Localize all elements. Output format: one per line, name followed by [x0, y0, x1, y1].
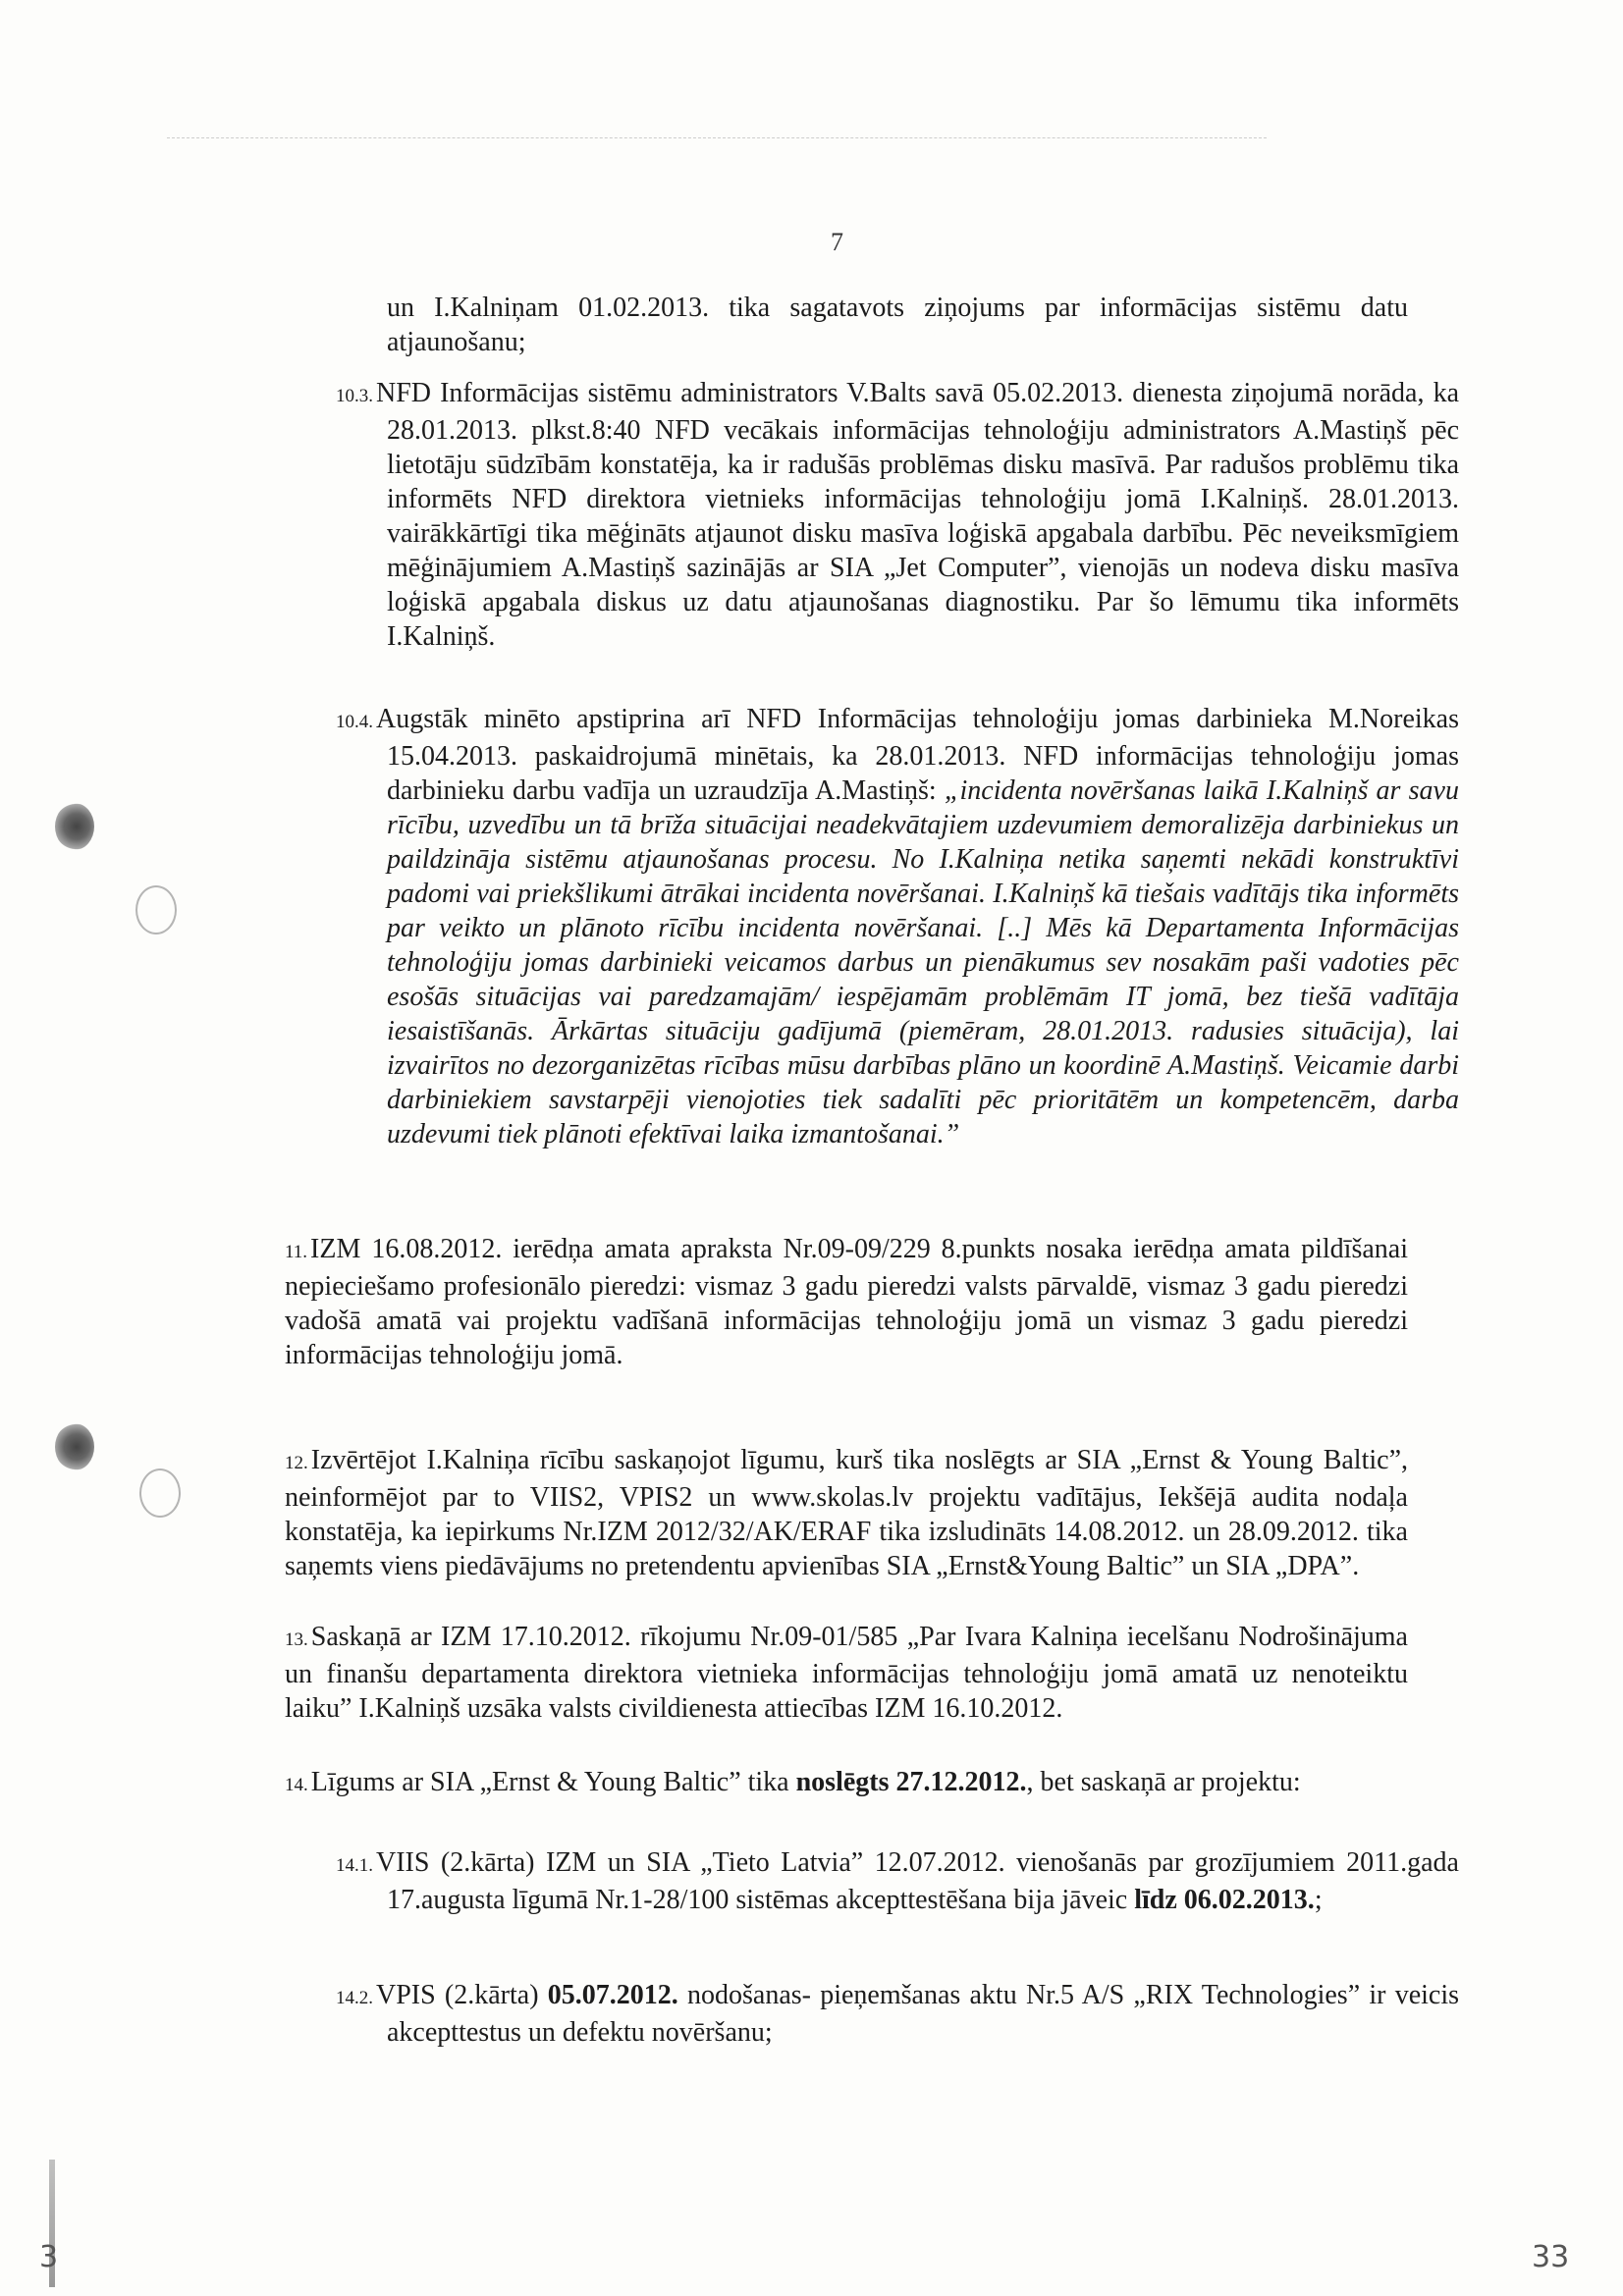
page-number: 7: [831, 228, 843, 256]
paragraph-text-segment: un I.Kalniņam 01.02.2013. tika sagatavots ziņojums par informācijas sistēmu datu atjaunošanu;: [387, 293, 1408, 357]
paragraph-12: [285, 1443, 1408, 1583]
paragraph-13: [285, 1620, 1408, 1726]
corner-mark-left: 3: [39, 2240, 59, 2274]
paragraph-text-segment: „incidenta novēršanas laikā I.Kalniņš ar savu rīcību, uzvedību un tā brīža situācijai neadekvātajiem uzdevumiem demoralizēja darbiniekus un paildzināja sistēmu atjaunošanas procesu. No I.Kalniņa netika saņemti nekādi konstruktīvi padomi vai priekšlikumi ātrākai incidenta novēršanai. I.Kalniņš kā tiešais vadītājs tika informēts par veikto un plānoto rīcību incidenta novēršanai. [..] Mēs kā Departamenta Informācijas tehnoloģiju jomas darbinieki veicamos darbus un pienākumus sev nosakām paši vadoties pēc esošās situācijas vai paredzamajām/ iespējamām problēmām IT jomā, bez tiešā vadītāja iesaistīšanās. Ārkārtas situāciju gadījumā (piemēram, 28.01.2013. radusies situācija), lai izvairītos no dezorganizētas rīcības mūsu darbības plāno un koordinē A.Mastiņš. Veicamie darbi darbiniekiem savstarpēji vienojoties tiek sadalīti pēc prioritātēm un kompetencēm, darba uzdevumi tiek plānoti efektīvai laika izmantošanai.”: [387, 775, 1459, 1149]
paragraph-10-3: [336, 376, 1459, 654]
punch-hole-dark-icon: [55, 1423, 94, 1470]
paragraph-14-2: [336, 1978, 1459, 2050]
paragraph-text-segment: VPIS (2.kārta): [376, 1980, 548, 2010]
paragraph-number: 14.2.: [336, 1988, 373, 2008]
paragraph-text-segment: līdz 06.02.2013.: [1134, 1885, 1315, 1915]
paragraph-number: 10.4.: [336, 712, 373, 732]
paragraph-14: [285, 1765, 1408, 1802]
paragraph-text-segment: NFD Informācijas sistēmu administrators V.Balts savā 05.02.2013. dienesta ziņojumā norāda, ka 28.01.2013. plkst.8:40 NFD vecākais informācijas tehnoloģiju administrators A.Mastiņš pēc lietotāju sūdzībām konstatēja, ka ir radušās problēmas disku masīvā. Par radušos problēmu tika informēts NFD direktora vietnieks informācijas tehnoloģiju jomā I.Kalniņš. 28.01.2013. vairākkārtīgi tika mēģināts atjaunot disku masīva loģiskā apgabala darbību. Pēc neveiksmīgiem mēģinājumiem A.Mastiņš sazinājās ar SIA „Jet Computer”, vienojās un nodeva disku masīva loģiskā apgabala diskus uz datu atjaunošanas diagnostiku. Par šo lēmumu tika informēts I.Kalniņš.: [376, 378, 1459, 652]
paragraph-number: 14.1.: [336, 1855, 373, 1876]
paragraph-text-segment: nodošanas- pieņemšanas aktu Nr.5 A/S „RIX Technologies” ir veicis akcepttestus un defektu novēršanu;: [387, 1980, 1460, 2048]
punch-hole-icon: [135, 885, 177, 934]
punch-hole-dark-icon: [55, 803, 94, 850]
paragraph-text-segment: , bet saskaņā ar projektu:: [1026, 1767, 1301, 1797]
paragraph-text-segment: Saskaņā ar IZM 17.10.2012. rīkojumu Nr.09-01/585 „Par Ivara Kalniņa iecelšanu Nodrošinājuma un finanšu departamenta direktora vietnieka informācijas tehnoloģiju jomā amatā uz nenoteiktu laiku” I.Kalniņš uzsāka valsts civildienesta attiecības IZM 16.10.2012.: [285, 1622, 1408, 1724]
paragraph-continuation: [387, 291, 1408, 359]
paragraph-text-segment: 05.07.2012.: [547, 1980, 678, 2010]
paragraph-14-1: [336, 1845, 1459, 1917]
punch-hole-icon: [139, 1468, 181, 1518]
paragraph-text-segment: ;: [1314, 1885, 1323, 1915]
paragraph-text-segment: noslēgts 27.12.2012.: [795, 1767, 1027, 1797]
paragraph-text-segment: IZM 16.08.2012. ierēdņa amata apraksta Nr.09-09/229 8.punkts nosaka ierēdņa amata pildīšanai nepieciešamo profesionālo pieredzi: vismaz 3 gadu pieredzi valsts pārvaldē, vismaz 3 gadu pieredzi vadošā amatā vai projektu vadīšanā informācijas tehnoloģiju jomā un vismaz 3 gadu pieredzi informācijas tehnoloģiju jomā.: [285, 1234, 1408, 1370]
paragraph-number: 14.: [285, 1775, 308, 1795]
paragraph-11: [285, 1232, 1408, 1372]
paragraph-text-segment: Izvērtējot I.Kalniņa rīcību saskaņojot līgumu, kurš tika noslēgts ar SIA „Ernst & Young Baltic”, neinformējot par to VIIS2, VPIS2 un www.skolas.lv projektu vadītājus, Iekšējā audita nodaļa konstatēja, ka iepirkums Nr.IZM 2012/32/AK/ERAF tika izsludināts 14.08.2012. un 28.09.2012. tika saņemts viens piedāvājums no pretendentu apvienības SIA „Ernst&Young Baltic” un SIA „DPA”.: [285, 1445, 1408, 1581]
paragraph-10-4: [336, 702, 1459, 1151]
paragraph-text-segment: Augstāk minēto apstiprina arī NFD Informācijas tehnoloģiju jomas darbinieka M.Noreikas 15.04.2013. paskaidrojumā minētais, ka 28.01.2013. NFD informācijas tehnoloģiju jomas darbinieku darbu vadīja un uzraudzīja A.Mastiņš:: [376, 704, 1459, 806]
paragraph-number: 11.: [285, 1242, 308, 1262]
scan-artifact-line: [167, 137, 1267, 138]
corner-mark-right: 33: [1532, 2240, 1570, 2274]
paragraph-text-segment: VIIS (2.kārta) IZM un SIA „Tieto Latvia” 12.07.2012. vienošanās par grozījumiem 2011.gada 17.augusta līgumā Nr.1-28/100 sistēmas akcepttestēšana bija jāveic: [376, 1847, 1459, 1915]
paragraph-number: 13.: [285, 1629, 308, 1650]
paragraph-text-segment: Līgums ar SIA „Ernst & Young Baltic” tika: [310, 1767, 796, 1797]
paragraph-number: 12.: [285, 1453, 308, 1473]
paragraph-number: 10.3.: [336, 386, 373, 406]
